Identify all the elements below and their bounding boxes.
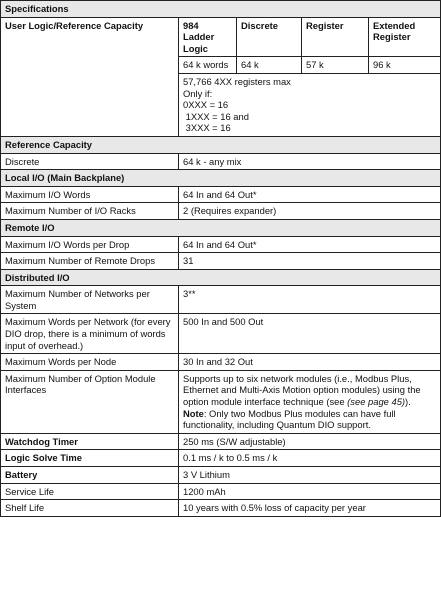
row-label: Discrete bbox=[1, 153, 179, 170]
local-io-header-row bbox=[1, 170, 441, 187]
note-label: Note bbox=[183, 407, 204, 419]
row-label: Logic Solve Time bbox=[1, 450, 179, 467]
table-row bbox=[1, 467, 441, 484]
table-row bbox=[1, 153, 441, 170]
remote-io-header: Remote I/O bbox=[1, 219, 441, 236]
option-note bbox=[183, 408, 436, 431]
col-discrete: Discrete bbox=[237, 17, 302, 57]
option-text-end: ). bbox=[405, 396, 411, 408]
value-register: 57 k bbox=[302, 57, 369, 74]
value-984: 64 k words bbox=[179, 57, 237, 74]
reference-capacity-header: Reference Capacity bbox=[1, 136, 441, 153]
row-label: Battery bbox=[1, 467, 179, 484]
table-row bbox=[1, 354, 441, 371]
row-label: Maximum I/O Words per Drop bbox=[1, 236, 179, 253]
reference-capacity-header-row bbox=[1, 136, 441, 153]
row-value: 31 bbox=[179, 253, 441, 270]
specifications-header-row bbox=[1, 1, 441, 18]
row-value: 2 (Requires expander) bbox=[179, 203, 441, 220]
row-label: Maximum I/O Words bbox=[1, 186, 179, 203]
note-text: : Only two Modbus Plus modules can have full functionality, including Quantum DIO support. bbox=[183, 407, 396, 431]
distributed-io-header-row bbox=[1, 269, 441, 286]
table-row bbox=[1, 203, 441, 220]
row-label: Maximum Number of I/O Racks bbox=[1, 203, 179, 220]
row-label: Maximum Number of Remote Drops bbox=[1, 253, 179, 270]
table-row bbox=[1, 483, 441, 500]
row-value: 0.1 ms / k to 0.5 ms / k bbox=[179, 450, 441, 467]
row-value bbox=[179, 370, 441, 433]
row-label: Maximum Words per Node bbox=[1, 354, 179, 371]
row-label: Service Life bbox=[1, 483, 179, 500]
table-row bbox=[1, 236, 441, 253]
row-label: Maximum Words per Network (for every DIO drop, there is a minimum of words input of overhead.) bbox=[1, 314, 179, 354]
note-line: 3XXX = 16 bbox=[183, 122, 231, 134]
user-logic-label: User Logic/Reference Capacity bbox=[1, 17, 179, 136]
table-row bbox=[1, 286, 441, 314]
table-row bbox=[1, 500, 441, 517]
table-row bbox=[1, 186, 441, 203]
table-row bbox=[1, 450, 441, 467]
row-value: 64 k - any mix bbox=[179, 153, 441, 170]
row-value: 3 V Lithium bbox=[179, 467, 441, 484]
row-value: 30 In and 32 Out bbox=[179, 354, 441, 371]
user-logic-note bbox=[179, 73, 441, 136]
table-row bbox=[1, 253, 441, 270]
note-line: 1XXX = 16 and bbox=[183, 110, 249, 122]
row-label: Maximum Number of Networks per System bbox=[1, 286, 179, 314]
table-row bbox=[1, 370, 441, 433]
row-label: Maximum Number of Option Module Interfaces bbox=[1, 370, 179, 433]
row-value: 10 years with 0.5% loss of capacity per year bbox=[179, 500, 441, 517]
value-discrete: 64 k bbox=[237, 57, 302, 74]
table-row bbox=[1, 433, 441, 450]
row-label: Shelf Life bbox=[1, 500, 179, 517]
option-text: Supports up to six network modules (i.e., Modbus Plus, Ethernet and Multi-Axis Motion option modules) using the option module interface technique (see bbox=[183, 372, 421, 408]
specifications-header: Specifications bbox=[1, 1, 441, 18]
see-page-link[interactable]: (see page 45) bbox=[347, 396, 406, 408]
remote-io-header-row bbox=[1, 219, 441, 236]
row-label: Watchdog Timer bbox=[1, 433, 179, 450]
local-io-header: Local I/O (Main Backplane) bbox=[1, 170, 441, 187]
user-logic-header-row bbox=[1, 17, 441, 57]
col-984-ladder-logic: 984 Ladder Logic bbox=[179, 17, 237, 57]
row-value: 64 In and 64 Out* bbox=[179, 236, 441, 253]
col-register: Register bbox=[302, 17, 369, 57]
distributed-io-header: Distributed I/O bbox=[1, 269, 441, 286]
row-value: 64 In and 64 Out* bbox=[179, 186, 441, 203]
note-line: 0XXX = 16 bbox=[183, 99, 229, 111]
table-row bbox=[1, 314, 441, 354]
row-value: 500 In and 500 Out bbox=[179, 314, 441, 354]
value-extended: 96 k bbox=[369, 57, 441, 74]
row-value: 250 ms (S/W adjustable) bbox=[179, 433, 441, 450]
row-value: 3** bbox=[179, 286, 441, 314]
col-extended-register: Extended Register bbox=[369, 17, 441, 57]
note-line: Only if: bbox=[183, 87, 213, 99]
row-value: 1200 mAh bbox=[179, 483, 441, 500]
note-line: 57,766 4XX registers max bbox=[183, 75, 291, 87]
